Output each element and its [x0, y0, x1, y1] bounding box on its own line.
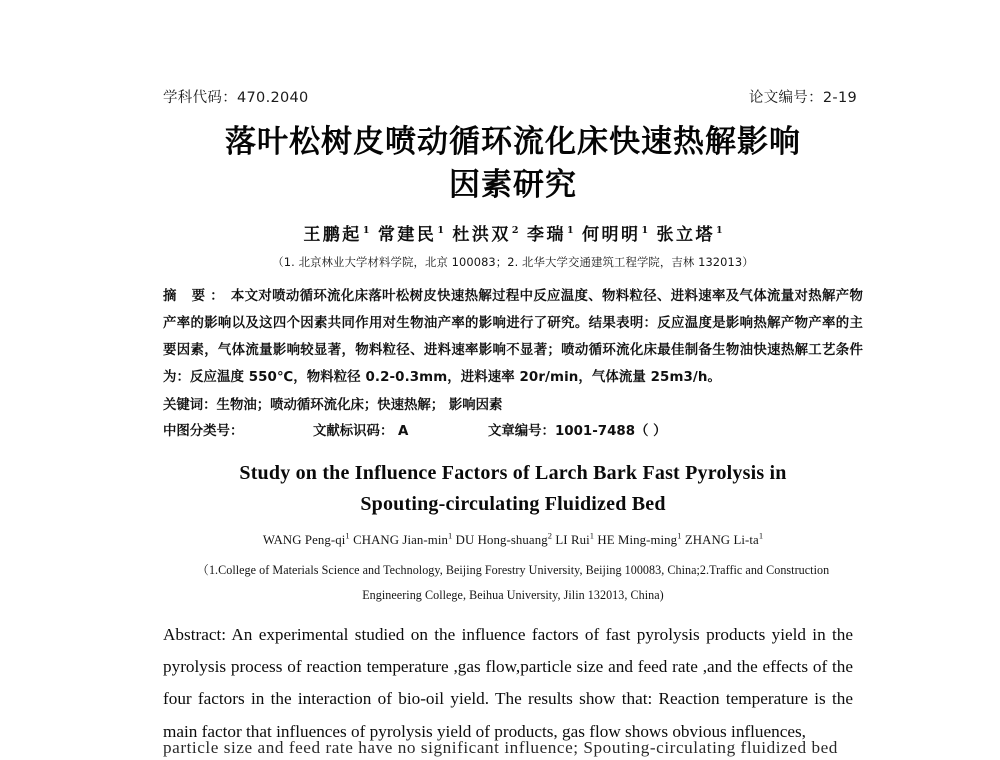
- page-content-column: [163, 0, 863, 748]
- english-author: [597, 530, 682, 547]
- chinese-author: [303, 225, 369, 245]
- english-author: [455, 530, 553, 547]
- english-abstract-text: Abstract: An experimental studied on the influence factors of fast pyrolysis products yield in the pyrolysis process of reaction temperature ,gas flow,particle size and feed rate ,and the effects of the four factors in the interaction of bio-oil yield. The results show that: Reaction temperature is the main factor that influences of pyrolysis yield of products, gas flow shows obvious influences,: [163, 624, 853, 741]
- english-author-name: LI Rui: [555, 533, 590, 547]
- chinese-author: [452, 225, 518, 245]
- running-head: [163, 86, 863, 107]
- chinese-author: [527, 225, 574, 245]
- chinese-author-affil-marker: 1: [362, 224, 370, 236]
- chinese-author: [657, 225, 723, 245]
- article-number: 文章编号：1001-7488（ ）: [488, 423, 667, 439]
- english-author-affil-marker: 1: [758, 530, 764, 541]
- english-author-name: HE Ming-ming: [597, 533, 678, 547]
- english-author-name: WANG Peng-qi: [262, 533, 346, 547]
- english-affiliation-line-2: Engineering College, Beihua University, Jilin 132013, China): [362, 588, 664, 603]
- chinese-author-affil-marker: 1: [641, 224, 649, 236]
- chinese-author-name: 张立塔: [656, 224, 716, 245]
- chinese-author-affil-marker: 2: [511, 224, 519, 236]
- chinese-title-line-1: 落叶松树皮喷动循环流化床快速热解影响: [225, 124, 801, 160]
- english-author-affil-marker: 2: [547, 530, 553, 541]
- chinese-author-affil-marker: 1: [716, 224, 723, 236]
- chinese-author: [378, 225, 444, 245]
- classification-line: [163, 419, 863, 446]
- document-code: 文献标识码： A: [313, 423, 409, 439]
- chinese-author-name: 杜洪双: [452, 224, 511, 245]
- english-affiliation: [163, 558, 863, 609]
- chinese-author: [582, 225, 648, 245]
- english-author-list: [163, 531, 863, 548]
- english-abstract: [163, 619, 853, 748]
- english-author-affil-marker: 1: [447, 530, 453, 541]
- english-abstract-clipped-text: particle size and feed rate have no significant influence; Spouting-circulating fluidized bed: [163, 741, 838, 757]
- english-title: [163, 458, 863, 520]
- english-author-name: CHANG Jian-min: [353, 533, 448, 547]
- english-author: [262, 530, 350, 547]
- chinese-abstract: [163, 283, 863, 391]
- english-title-line-1: Study on the Influence Factors of Larch Bark Fast Pyrolysis in: [239, 461, 787, 484]
- english-title-line-2: Spouting-circulating Fluidized Bed: [360, 492, 666, 515]
- chinese-abstract-label: 摘 要：: [163, 288, 229, 304]
- english-author-affil-marker: 1: [677, 530, 682, 541]
- paper-number: 论文编号：2-19: [748, 90, 857, 106]
- english-author: [555, 530, 595, 547]
- english-author-affil-marker: 1: [589, 530, 595, 541]
- chinese-author-name: 何明明: [582, 224, 641, 245]
- chinese-author-affil-marker: 1: [437, 224, 444, 236]
- chinese-title: [163, 121, 863, 207]
- chinese-author-affil-marker: 1: [566, 224, 574, 236]
- english-author-affil-marker: 1: [345, 530, 350, 541]
- english-author: [353, 530, 453, 547]
- english-affiliation-line-1: （1.College of Materials Science and Technology, Beijing Forestry University, Beijing 100083, China;2.Traffic and Construction: [196, 563, 830, 577]
- chinese-author-name: 李瑞: [526, 224, 566, 245]
- english-abstract-clipped-line: [163, 741, 853, 760]
- english-author-name: DU Hong-shuang: [455, 533, 548, 547]
- chinese-abstract-text: 本文对喷动循环流化床落叶松树皮快速热解过程中反应温度、物料粒径、进料速率及气体流量对热解产物产率的影响以及这四个因素共同作用对生物油产率的影响进行了研究。结果表明：反应温度是影响热解产物产率的主要因素，气体流量影响较显著，物料粒径、进料速率影响不显著；喷动循环流化床最佳制备生物油快速热解工艺条件为：反应温度 550℃，物料粒径 0.2-0.3mm，进料速率 20r/min，气体流量 25m3/h。: [163, 288, 863, 385]
- english-author-name: ZHANG Li-ta: [684, 533, 759, 547]
- clc-label: 中图分类号：: [163, 423, 244, 439]
- chinese-author-name: 常建民: [377, 224, 437, 245]
- english-author: [684, 530, 764, 547]
- chinese-author-list: [163, 220, 863, 245]
- subject-code: 学科代码：470.2040: [163, 90, 309, 106]
- chinese-author-name: 王鹏起: [303, 224, 362, 245]
- chinese-title-line-2: 因素研究: [449, 166, 577, 203]
- chinese-keywords: 关键词：生物油；喷动循环流化床；快速热解； 影响因素: [163, 397, 503, 413]
- chinese-affiliation: （1. 北京林业大学材料学院，北京 100083；2. 北华大学交通建筑工程学院，吉林 132013）: [272, 254, 754, 269]
